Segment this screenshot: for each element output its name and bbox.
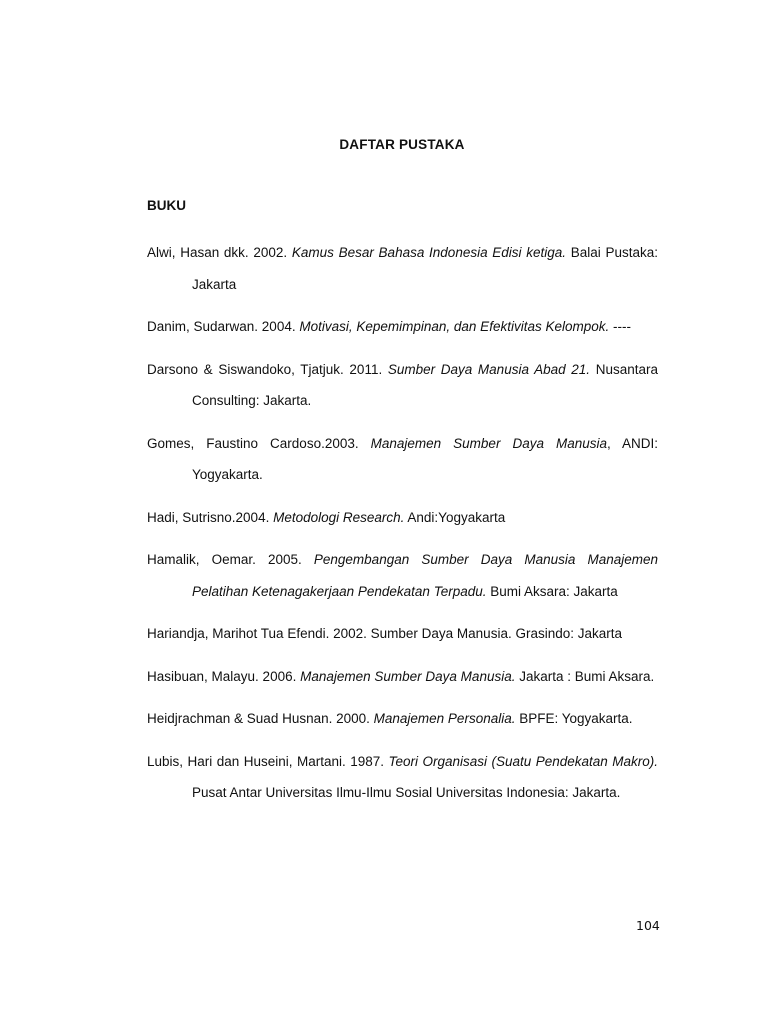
reference-author-year: Danim, Sudarwan. 2004. [147, 319, 300, 334]
reference-entry [147, 237, 658, 300]
reference-publisher: Balai Pustaka: Jakarta [192, 245, 658, 292]
reference-author-year: Gomes, Faustino Cardoso.2003. [147, 435, 371, 451]
reference-title: Manajemen Sumber Daya Manusia. [300, 668, 516, 684]
reference-entry [147, 428, 658, 491]
reference-entry [147, 354, 658, 417]
reference-entry [147, 502, 658, 534]
reference-entry [147, 618, 658, 650]
reference-title: Pengembangan Sumber Daya Manusia Manajemen Pelatihan Ketenagakerjaan Pendekatan Terpadu. [192, 552, 659, 599]
reference-author-year: Hariandja, Marihot Tua Efendi. 2002. Sumber Daya Manusia. Grasindo: Jakarta [147, 626, 622, 641]
reference-author-year: Hasibuan, Malayu. 2006. [147, 668, 301, 684]
reference-entry [147, 746, 658, 809]
section-heading-buku: BUKU [147, 198, 186, 213]
reference-title: Metodologi Research. [273, 509, 405, 525]
reference-author-year: Lubis, Hari dan Huseini, Martani. 1987. [147, 753, 389, 769]
reference-author-year: Hamalik, Oemar. 2005. [147, 552, 314, 567]
reference-author-year: Heidjrachman & Suad Husnan. 2000. [147, 711, 374, 726]
reference-publisher: Jakarta : Bumi Aksara. [515, 668, 655, 684]
reference-entry [147, 703, 658, 735]
page-number: 104 [636, 918, 660, 933]
reference-author-year: Alwi, Hasan dkk. 2002. [147, 245, 292, 260]
reference-author-year: Hadi, Sutrisno.2004. [147, 509, 274, 525]
reference-title: Manajemen Personalia. [373, 711, 516, 726]
page-title: DAFTAR PUSTAKA [339, 137, 465, 152]
reference-title: Manajemen Sumber Daya Manusia [370, 435, 607, 451]
reference-publisher: Nusantara Consulting: Jakarta. [192, 361, 658, 408]
reference-title: Teori Organisasi (Suatu Pendekatan Makro). [388, 753, 658, 769]
reference-title: Motivasi, Kepemimpinan, dan Efektivitas Kelompok. [299, 319, 610, 334]
reference-entry [147, 311, 658, 343]
reference-title: Sumber Daya Manusia Abad 21. [387, 361, 591, 377]
reference-publisher: , ANDI: Yogyakarta. [192, 435, 659, 482]
reference-publisher: Andi:Yogyakarta [404, 509, 506, 525]
reference-publisher: Pusat Antar Universitas Ilmu-Ilmu Sosial Universitas Indonesia: Jakarta. [192, 785, 621, 800]
reference-publisher: Bumi Aksara: Jakarta [486, 583, 618, 599]
reference-publisher: ---- [609, 319, 631, 334]
reference-entry [147, 544, 658, 607]
reference-publisher: BPFE: Yogyakarta. [515, 711, 633, 726]
reference-list [147, 237, 658, 820]
reference-author-year: Darsono & Siswandoko, Tjatjuk. 2011. [147, 361, 388, 377]
reference-entry [147, 661, 658, 693]
reference-title: Kamus Besar Bahasa Indonesia Edisi ketiga. [291, 245, 567, 260]
